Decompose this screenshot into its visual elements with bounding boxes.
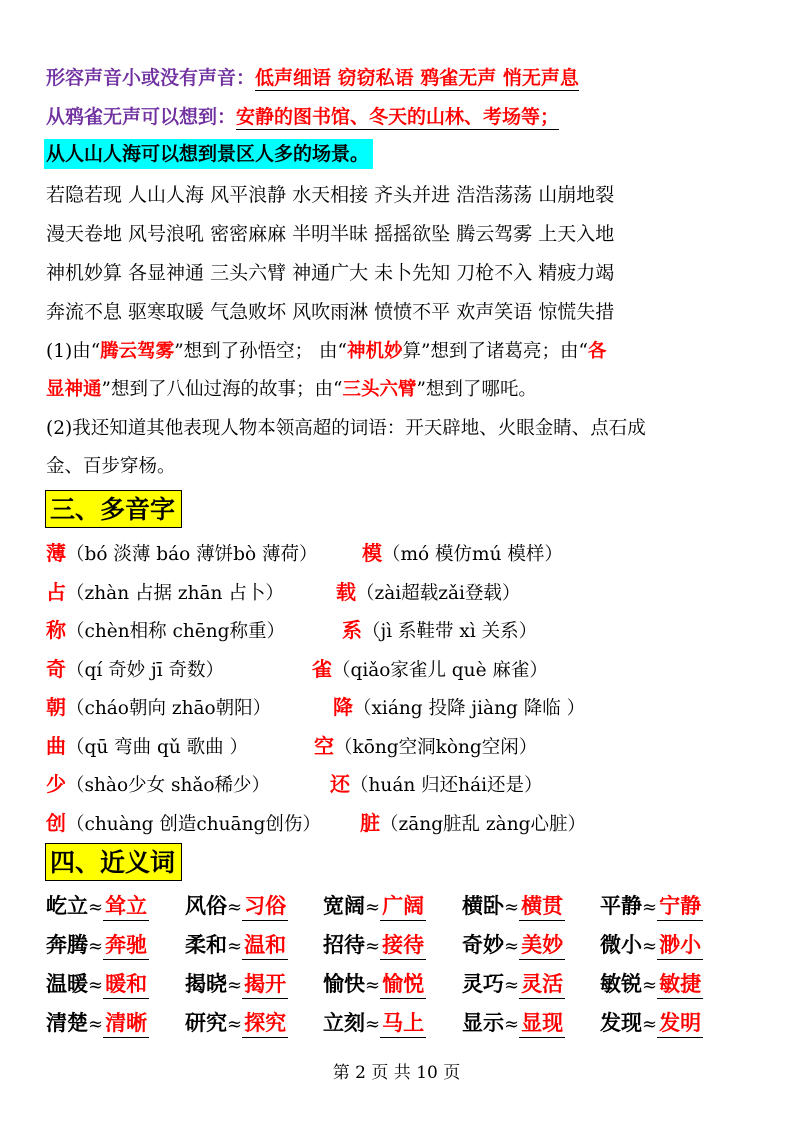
synonym-pair: [462, 1007, 565, 1038]
synonym-pair: [323, 890, 426, 921]
polyphone-char: 雀: [312, 657, 332, 681]
idiom-row: 若隐若现 人山人海 风平浪静 水天相接 齐头并进 浩浩荡荡 山崩地裂: [46, 184, 615, 206]
quiet-scene-answer: 安静的图书馆、冬天的山林、考场等；: [236, 106, 560, 128]
polyphone-row: [362, 537, 563, 566]
synonym-word: 显示: [462, 1010, 504, 1035]
approx-symbol: ≈: [365, 975, 381, 996]
approx-symbol: ≈: [642, 1014, 658, 1035]
synonym-pair: [462, 890, 565, 921]
synonym-word: 宽阔: [323, 893, 365, 918]
approx-symbol: ≈: [227, 1014, 243, 1035]
polyphone-readings: （chèn相称 chēng称重）: [66, 621, 286, 642]
polyphone-char: 称: [46, 618, 66, 642]
quiet-scene-line: [46, 102, 559, 129]
polyphone-readings: （mó 模仿mú 模样）: [382, 544, 563, 565]
polyphone-char: 系: [342, 618, 362, 642]
synonym-word: 灵巧: [462, 971, 504, 996]
polyphone-row: [46, 537, 318, 566]
synonym-pair: [46, 1007, 149, 1038]
synonym-word: 风俗: [185, 893, 227, 918]
polyphone-row: [336, 576, 520, 605]
approx-symbol: ≈: [227, 975, 243, 996]
polyphone-readings: （qū 弯曲 qǔ 歌曲 ）: [66, 737, 249, 758]
polyphone-row: [46, 614, 285, 643]
synonym-answer: 美妙: [519, 929, 565, 960]
polyphone-char: 薄: [46, 541, 66, 565]
synonym-pair: [46, 968, 149, 999]
polyphone-char: 脏: [360, 811, 380, 835]
approx-symbol: ≈: [365, 897, 381, 918]
approx-symbol: ≈: [504, 936, 520, 957]
synonym-word: 立刻: [323, 1010, 365, 1035]
polyphone-row: [46, 691, 271, 720]
synonym-pair: [323, 968, 426, 999]
approx-symbol: ≈: [365, 936, 381, 957]
synonym-pair: [600, 890, 703, 921]
synonym-word: 微小: [600, 932, 642, 957]
synonym-word: 清楚: [46, 1010, 88, 1035]
idiom-row: 奔流不息 驱寒取暖 气急败坏 风吹雨淋 愤愤不平 欢声笑语 惊慌失措: [46, 301, 615, 323]
polyphone-readings: （shào少女 shǎo稀少）: [66, 775, 271, 796]
synonym-pair: [185, 1007, 288, 1038]
polyphone-readings: （jì 系鞋带 xì 关系）: [362, 621, 538, 642]
synonym-pair: [600, 968, 703, 999]
crowd-scene-highlight: 从人山人海可以想到景区人多的场景。: [44, 139, 373, 169]
synonym-pair: [185, 968, 288, 999]
synonym-word: 横卧: [462, 893, 504, 918]
synonym-word: 揭晓: [185, 971, 227, 996]
synonym-word: 平静: [600, 893, 642, 918]
polyphone-readings: （cháo朝向 zhāo朝阳）: [66, 698, 272, 719]
polyphone-char: 模: [362, 541, 382, 565]
q1-highlight: 腾云驾雾: [100, 341, 175, 362]
approx-symbol: ≈: [504, 897, 520, 918]
polyphone-readings: （zhàn 占据 zhān 占卜）: [66, 583, 284, 604]
approx-symbol: ≈: [227, 897, 243, 918]
approx-symbol: ≈: [88, 936, 104, 957]
synonym-pair: [462, 929, 565, 960]
polyphone-row: [46, 768, 270, 797]
synonym-word: 奔腾: [46, 932, 88, 957]
synonym-answer: 敏捷: [657, 968, 703, 999]
quiet-scene-label: 从鸦雀无声可以想到：: [46, 106, 237, 128]
sound-words-answer: 低声细语 窃窃私语 鸦雀无声 悄无声息: [255, 67, 579, 89]
q1-text: (1)由“: [46, 341, 101, 362]
polyphone-char: 曲: [46, 734, 66, 758]
polyphone-row: [333, 691, 585, 720]
synonym-word: 屹立: [46, 893, 88, 918]
polyphone-readings: （huán 归还hái还是）: [350, 775, 543, 796]
polyphone-row: [342, 614, 537, 643]
question-1-line-b: [46, 375, 537, 401]
idiom-row: 神机妙算 各显神通 三头六臂 神通广大 未卜先知 刀枪不入 精疲力竭: [46, 262, 615, 284]
polyphone-char: 载: [336, 580, 356, 604]
synonym-pair: [600, 1007, 703, 1038]
polyphone-row: [360, 807, 586, 836]
synonym-answer: 温和: [242, 929, 288, 960]
approx-symbol: ≈: [88, 897, 104, 918]
synonym-pair: [323, 929, 426, 960]
synonym-answer: 灵活: [519, 968, 565, 999]
polyphone-row: [46, 807, 321, 836]
synonym-pair: [46, 890, 149, 921]
synonym-answer: 显现: [519, 1007, 565, 1038]
synonym-answer: 发明: [657, 1007, 703, 1038]
polyphone-readings: （bó 淡薄 báo 薄饼bò 薄荷）: [66, 544, 318, 565]
polyphone-char: 降: [333, 695, 353, 719]
polyphone-row: [314, 730, 537, 759]
question-1-line-a: [46, 337, 606, 363]
question-2-line-b: 金、百步穿杨。: [46, 456, 176, 477]
section-3-heading: 三、多音字: [45, 490, 182, 528]
sound-words-line: [46, 63, 579, 90]
synonym-answer: 愉悦: [380, 968, 426, 999]
polyphone-row: [46, 576, 284, 605]
polyphone-readings: （kōng空洞kòng空闲）: [334, 737, 538, 758]
polyphone-char: 还: [330, 772, 350, 796]
synonym-pair: [323, 1007, 426, 1038]
synonym-word: 温暖: [46, 971, 88, 996]
synonym-pair: [46, 929, 149, 960]
polyphone-char: 少: [46, 772, 66, 796]
polyphone-readings: （zài超载zǎi登载）: [356, 583, 521, 604]
synonym-answer: 横贯: [519, 890, 565, 921]
sound-words-label: 形容声音小或没有声音：: [46, 67, 256, 89]
synonym-answer: 接待: [380, 929, 426, 960]
approx-symbol: ≈: [365, 1014, 381, 1035]
synonym-answer: 广阔: [380, 890, 426, 921]
q1-text: ”想到了八仙过海的故事；由“: [101, 379, 343, 400]
polyphone-row: [46, 730, 248, 759]
approx-symbol: ≈: [227, 936, 243, 957]
synonym-word: 愉快: [323, 971, 365, 996]
synonym-answer: 探究: [242, 1007, 288, 1038]
synonym-word: 敏锐: [600, 971, 642, 996]
q1-highlight: 各: [587, 341, 607, 362]
synonym-pair: [462, 968, 565, 999]
synonym-word: 发现: [600, 1010, 642, 1035]
synonym-word: 研究: [185, 1010, 227, 1035]
polyphone-readings: （qí 奇妙 jī 奇数）: [66, 660, 225, 681]
synonym-answer: 宁静: [657, 890, 703, 921]
approx-symbol: ≈: [642, 975, 658, 996]
q1-text: 算”想到了诸葛亮；由“: [402, 341, 588, 362]
approx-symbol: ≈: [504, 975, 520, 996]
synonym-answer: 暖和: [103, 968, 149, 999]
q1-highlight: 三头六臂: [342, 379, 417, 400]
polyphone-readings: （zāng脏乱 zàng心脏）: [380, 814, 586, 835]
polyphone-readings: （qiǎo家雀儿 què 麻雀）: [332, 660, 548, 681]
approx-symbol: ≈: [642, 897, 658, 918]
polyphone-char: 创: [46, 811, 66, 835]
approx-symbol: ≈: [88, 975, 104, 996]
polyphone-char: 占: [46, 580, 66, 604]
question-2-line-a: (2)我还知道其他表现人物本领高超的词语：开天辟地、火眼金睛、点石成: [46, 418, 646, 439]
q1-text: ”想到了哪吒。: [416, 379, 537, 400]
synonym-word: 柔和: [185, 932, 227, 957]
polyphone-char: 空: [314, 734, 334, 758]
polyphone-char: 朝: [46, 695, 66, 719]
synonym-answer: 揭开: [242, 968, 288, 999]
synonym-word: 奇妙: [462, 932, 504, 957]
synonym-word: 招待: [323, 932, 365, 957]
section-4-heading: 四、近义词: [45, 843, 182, 881]
synonym-answer: 耸立: [103, 890, 149, 921]
page-footer: 第 2 页 共 10 页: [332, 1063, 461, 1083]
q1-highlight: 神机妙: [346, 341, 403, 362]
synonym-answer: 习俗: [242, 890, 288, 921]
polyphone-row: [312, 653, 548, 682]
polyphone-row: [46, 653, 224, 682]
approx-symbol: ≈: [504, 1014, 520, 1035]
synonym-answer: 清晰: [103, 1007, 149, 1038]
polyphone-readings: （chuàng 创造chuāng创伤）: [66, 814, 321, 835]
q1-text: ”想到了孙悟空； 由“: [174, 341, 347, 362]
approx-symbol: ≈: [642, 936, 658, 957]
idiom-row: 漫天卷地 风号浪吼 密密麻麻 半明半昧 摇摇欲坠 腾云驾雾 上天入地: [46, 223, 615, 245]
q1-highlight: 显神通: [46, 379, 102, 400]
synonym-pair: [185, 890, 288, 921]
polyphone-row: [330, 768, 543, 797]
approx-symbol: ≈: [88, 1014, 104, 1035]
polyphone-char: 奇: [46, 657, 66, 681]
synonym-pair: [185, 929, 288, 960]
synonym-answer: 渺小: [657, 929, 703, 960]
synonym-answer: 马上: [380, 1007, 426, 1038]
crowd-scene-line: [44, 139, 373, 166]
polyphone-readings: （xiáng 投降 jiàng 降临 ）: [353, 698, 586, 719]
synonym-answer: 奔驰: [103, 929, 149, 960]
synonym-pair: [600, 929, 703, 960]
